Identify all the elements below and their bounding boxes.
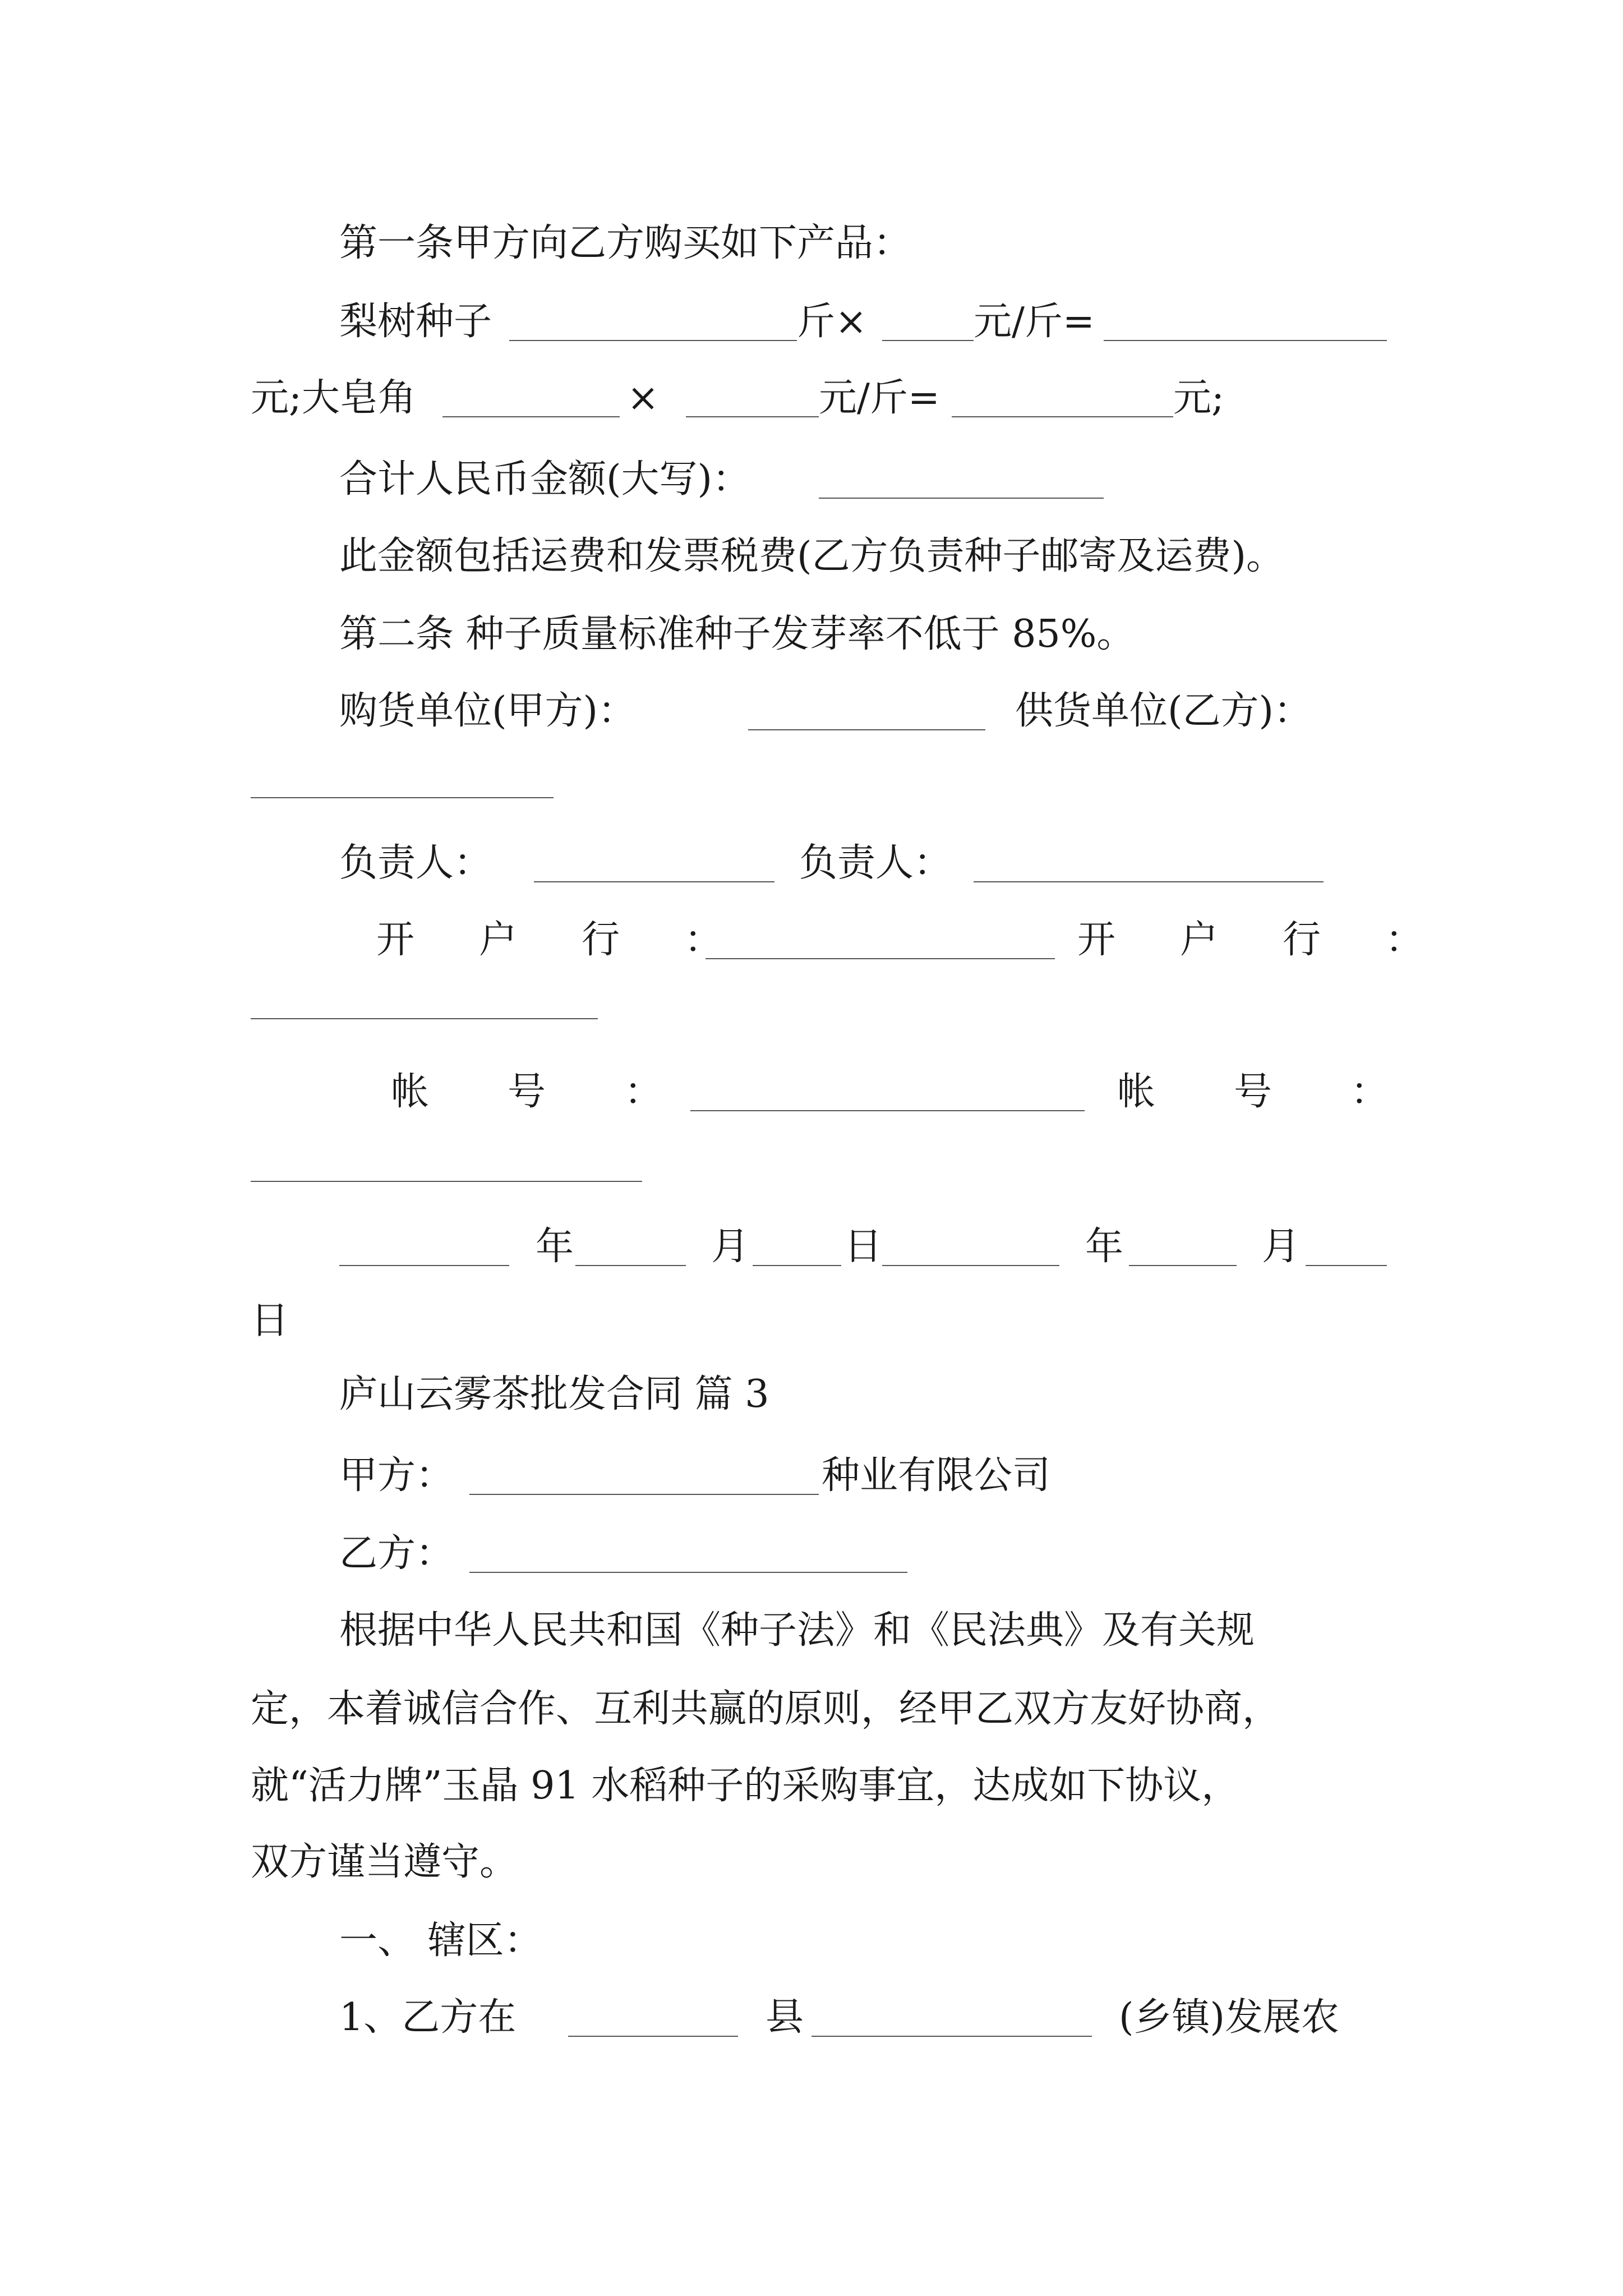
- responsible-line: 负责人： 负责人：: [0, 841, 1623, 886]
- blank-field[interactable]: [568, 2036, 738, 2037]
- blank-field[interactable]: [1104, 340, 1387, 341]
- date-day-line: 日: [251, 1299, 289, 1343]
- blank-field[interactable]: [469, 1494, 819, 1495]
- item-1-line: 1、乙方在 县 (乡镇)发展农: [339, 1995, 1340, 2040]
- blank-field[interactable]: [819, 498, 1104, 499]
- blank-field[interactable]: [251, 1018, 598, 1019]
- blank-field[interactable]: [706, 958, 1055, 959]
- blank-field[interactable]: [1306, 1265, 1387, 1266]
- paragraph-line: 就“活力牌”玉晶 91 水稻种子的采购事宜，达成如下协议，: [251, 1764, 1240, 1808]
- total-amount-line: 合计人民币金额(大写)：: [0, 457, 1623, 502]
- blank-field[interactable]: [339, 1265, 509, 1266]
- jurisdiction-heading: 一、 辖区：: [339, 1918, 542, 1963]
- article-1-heading: 第一条甲方向乙方购买如下产品：: [339, 221, 912, 265]
- section-title: 庐山云雾茶批发合同 篇 3: [339, 1372, 769, 1416]
- blank-field[interactable]: [753, 1265, 841, 1266]
- account-line: 帐号： 帐号：: [391, 1070, 1468, 1114]
- amount-includes-line: 此金额包括运费和发票税费(乙方负责种子邮寄及运费)。: [339, 534, 1285, 578]
- bank-blank-line: [0, 996, 1623, 1041]
- blank-field[interactable]: [251, 1181, 642, 1182]
- blank-field[interactable]: [442, 416, 620, 417]
- account-blank-line: [0, 1158, 1623, 1203]
- blank-field[interactable]: [952, 416, 1173, 417]
- paragraph-line: 双方谨当遵守。: [251, 1840, 518, 1884]
- soap-pod-line: 元;大皂角 × 元/斤= 元;: [251, 376, 1224, 420]
- blank-field[interactable]: [686, 416, 819, 417]
- bank-line: 开户行： 开户行：: [376, 918, 1488, 962]
- date-line: 年 月 日 年 月: [0, 1225, 1623, 1269]
- blank-field[interactable]: [534, 881, 774, 882]
- blank-field[interactable]: [1129, 1265, 1237, 1266]
- paragraph-line: 根据中华人民共和国《种子法》和《民法典》及有关规: [339, 1608, 1255, 1653]
- units-line: 购货单位(甲方)： 供货单位(乙方)：: [339, 689, 1312, 733]
- blank-field[interactable]: [811, 2036, 1092, 2037]
- blank-field[interactable]: [882, 340, 974, 341]
- party-b-line: 乙方：: [0, 1531, 1623, 1576]
- blank-field[interactable]: [575, 1265, 686, 1266]
- article-2-line: 第二条 种子质量标准种子发芽率不低于 85%。: [339, 612, 1135, 656]
- paragraph-line: 定，本着诚信合作、互利共赢的原则，经甲乙双方友好协商，: [251, 1687, 1281, 1731]
- blank-field[interactable]: [509, 340, 797, 341]
- blank-field[interactable]: [748, 729, 985, 730]
- supplier-unit-blank-line: [0, 775, 1623, 820]
- blank-field[interactable]: [469, 1572, 907, 1573]
- blank-field[interactable]: [974, 881, 1324, 882]
- party-a-line: 甲方： 种业有限公司: [339, 1453, 1051, 1498]
- blank-field[interactable]: [882, 1265, 1059, 1266]
- pear-seed-line: 梨树种子 斤× 元/斤=: [0, 300, 1623, 344]
- blank-field[interactable]: [251, 797, 554, 798]
- blank-field[interactable]: [690, 1110, 1085, 1111]
